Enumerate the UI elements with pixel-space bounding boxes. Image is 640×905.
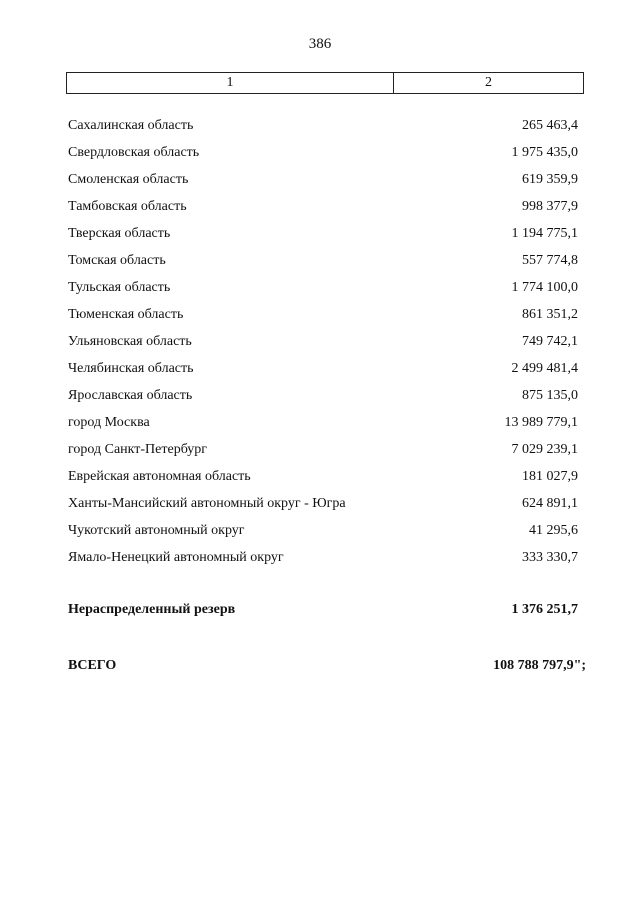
region-name: Тюменская область — [68, 307, 184, 322]
region-value: 557 774,8 — [522, 253, 578, 268]
region-name: Еврейская автономная область — [68, 469, 251, 484]
table-row — [68, 548, 578, 575]
region-value: 619 359,9 — [522, 172, 578, 187]
column-header-1: 1 — [67, 73, 394, 93]
table-row — [68, 278, 578, 305]
region-name: Ярославская область — [68, 388, 193, 403]
table-row — [68, 467, 578, 494]
region-name: Тульская область — [68, 280, 171, 295]
region-value: 41 295,6 — [529, 523, 578, 538]
table-row — [68, 305, 578, 332]
total-row — [68, 658, 586, 674]
table-row — [68, 116, 578, 143]
region-value: 333 330,7 — [522, 550, 578, 565]
reserve-label: Нераспределенный резерв — [68, 602, 236, 617]
region-name: Сахалинская область — [68, 118, 194, 133]
region-name: Свердловская область — [68, 145, 200, 160]
total-value: 108 788 797,9"; — [493, 658, 586, 673]
table-row — [68, 413, 578, 440]
table-row — [68, 332, 578, 359]
reserve-value: 1 376 251,7 — [511, 602, 578, 617]
region-value: 624 891,1 — [522, 496, 578, 511]
table-row — [68, 494, 578, 521]
region-name: Тверская область — [68, 226, 171, 241]
table-row — [68, 521, 578, 548]
region-value: 2 499 481,4 — [511, 361, 578, 376]
page-number: 386 — [308, 36, 332, 52]
table-body — [68, 116, 578, 575]
reserve-row — [68, 602, 578, 618]
region-name: Смоленская область — [68, 172, 189, 187]
region-value: 1 975 435,0 — [511, 145, 578, 160]
region-name: Челябинская область — [68, 361, 194, 376]
table-row — [68, 170, 578, 197]
region-name: Тамбовская область — [68, 199, 187, 214]
table-row — [68, 224, 578, 251]
region-name: Ханты-Мансийский автономный округ - Югра — [68, 496, 346, 511]
column-header-2: 2 — [485, 75, 492, 90]
column-header — [66, 72, 584, 94]
region-name: Ульяновская область — [68, 334, 192, 349]
region-name: Томская область — [68, 253, 166, 268]
region-value: 749 742,1 — [522, 334, 578, 349]
region-value: 998 377,9 — [522, 199, 578, 214]
table-row — [68, 251, 578, 278]
region-name: Ямало-Ненецкий автономный округ — [68, 550, 284, 565]
region-value: 861 351,2 — [522, 307, 578, 322]
region-value: 875 135,0 — [522, 388, 578, 403]
region-name: Чукотский автономный округ — [68, 523, 245, 538]
table-row — [68, 143, 578, 170]
region-value: 13 989 779,1 — [504, 415, 578, 430]
region-name: город Москва — [68, 415, 150, 430]
region-value: 7 029 239,1 — [511, 442, 578, 457]
region-value: 181 027,9 — [522, 469, 578, 484]
table-row — [68, 359, 578, 386]
total-label: ВСЕГО — [68, 658, 117, 673]
table-row — [68, 440, 578, 467]
table-row — [68, 197, 578, 224]
region-name: город Санкт-Петербург — [68, 442, 208, 457]
region-value: 265 463,4 — [522, 118, 578, 133]
region-value: 1 774 100,0 — [511, 280, 578, 295]
table-row — [68, 386, 578, 413]
region-value: 1 194 775,1 — [511, 226, 578, 241]
